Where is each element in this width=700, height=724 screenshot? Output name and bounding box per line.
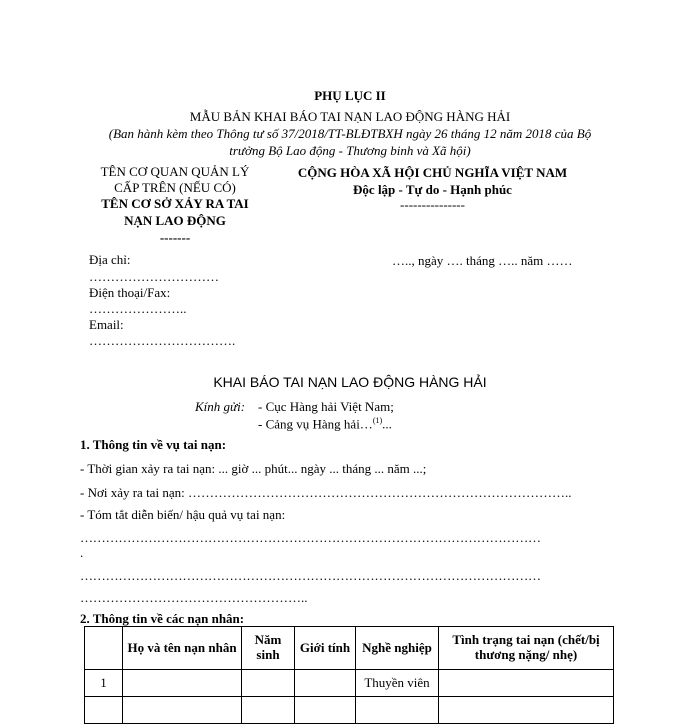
col-name: Họ và tên nạn nhân (123, 627, 242, 670)
recipients-label: Kính gửi: (195, 399, 246, 414)
main-title: KHAI BÁO TAI NẠN LAO ĐỘNG HÀNG HẢI (213, 374, 487, 390)
address-label: Địa chỉ: (89, 252, 131, 267)
col-gender: Giới tính (295, 627, 356, 670)
recipient-2 (258, 416, 392, 432)
summary-dots-1: ……………………………………………………………………………………………… (80, 530, 541, 545)
col-occupation: Nghề nghiệp (356, 627, 439, 670)
appendix-label: PHỤ LỤC II (314, 88, 386, 103)
row-occupation: Thuyền viên (356, 670, 439, 697)
date-line: ….., ngày …. tháng ….. năm …… (392, 253, 573, 268)
summary-dots-1-tail: . (80, 545, 84, 560)
row-injury-status (439, 697, 614, 724)
row-index (85, 697, 123, 724)
recipient-2-text: - Cảng vụ Hàng hải… (258, 416, 373, 432)
table-row (85, 697, 614, 724)
summary-dots-3: …………………………………………….. (80, 590, 308, 605)
agency-name-line1: TÊN CƠ QUAN QUẢN LÝ (100, 164, 250, 179)
agency-name-line2: CẤP TRÊN (NẾU CÓ) (114, 180, 236, 195)
recipient-1: - Cục Hàng hải Việt Nam; (258, 399, 394, 414)
nation-motto: Độc lập - Tự do - Hạnh phúc (353, 182, 512, 197)
left-divider: ------- (159, 230, 191, 245)
email-dots: ……………………………. (89, 333, 236, 348)
facility-name-line1: TÊN CƠ SỞ XẢY RA TAI (101, 196, 249, 211)
victims-table (84, 626, 614, 724)
col-index (85, 627, 123, 670)
accident-time: - Thời gian xảy ra tai nạn: ... giờ ... phút... ngày ... tháng ... năm ...; (80, 461, 427, 476)
row-gender (295, 670, 356, 697)
phone-dots: ………………….. (89, 301, 187, 316)
recipient-2-tail: ... (382, 416, 392, 432)
accident-place: - Nơi xảy ra tai nạn: …………………………………………………………………………….. (80, 485, 572, 500)
row-birth-year (242, 670, 295, 697)
form-title: MẪU BẢN KHAI BÁO TAI NẠN LAO ĐỘNG HÀNG HẢI (189, 109, 511, 124)
accident-summary-label: - Tóm tắt diễn biến/ hậu quả vụ tai nạn: (80, 507, 286, 522)
row-gender (295, 697, 356, 724)
col-birth-year: Năm sinh (242, 627, 295, 670)
email-label: Email: (89, 317, 124, 332)
table-row (85, 670, 614, 697)
section1-title: 1. Thông tin về vụ tai nạn: (80, 437, 227, 452)
nation-name: CỘNG HÒA XÃ HỘI CHỦ NGHĨA VIỆT NAM (297, 165, 568, 180)
facility-name-line2: NẠN LAO ĐỘNG (124, 213, 226, 228)
recipient-2-footnote: (1) (372, 416, 383, 425)
row-index: 1 (85, 670, 123, 697)
col-injury-status: Tình trạng tai nạn (chết/bị thương nặng/ nhẹ) (439, 627, 614, 670)
table-header-row (85, 627, 614, 670)
row-name (123, 697, 242, 724)
section2-title: 2. Thông tin về các nạn nhân: (80, 611, 245, 626)
issued-note-line2: trưởng Bộ Lao động - Thương binh và Xã hội) (229, 143, 471, 158)
summary-dots-2: ……………………………………………………………………………………………… (80, 568, 541, 583)
issued-note-line1: (Ban hành kèm theo Thông tư số 37/2018/TT-BLĐTBXH ngày 26 tháng 12 năm 2018 của Bộ (108, 126, 592, 141)
row-name (123, 670, 242, 697)
phone-label: Điện thoại/Fax: (89, 285, 171, 300)
row-injury-status (439, 670, 614, 697)
row-occupation (356, 697, 439, 724)
address-dots: ………………………… (89, 269, 219, 284)
row-birth-year (242, 697, 295, 724)
right-divider: --------------- (400, 197, 465, 212)
